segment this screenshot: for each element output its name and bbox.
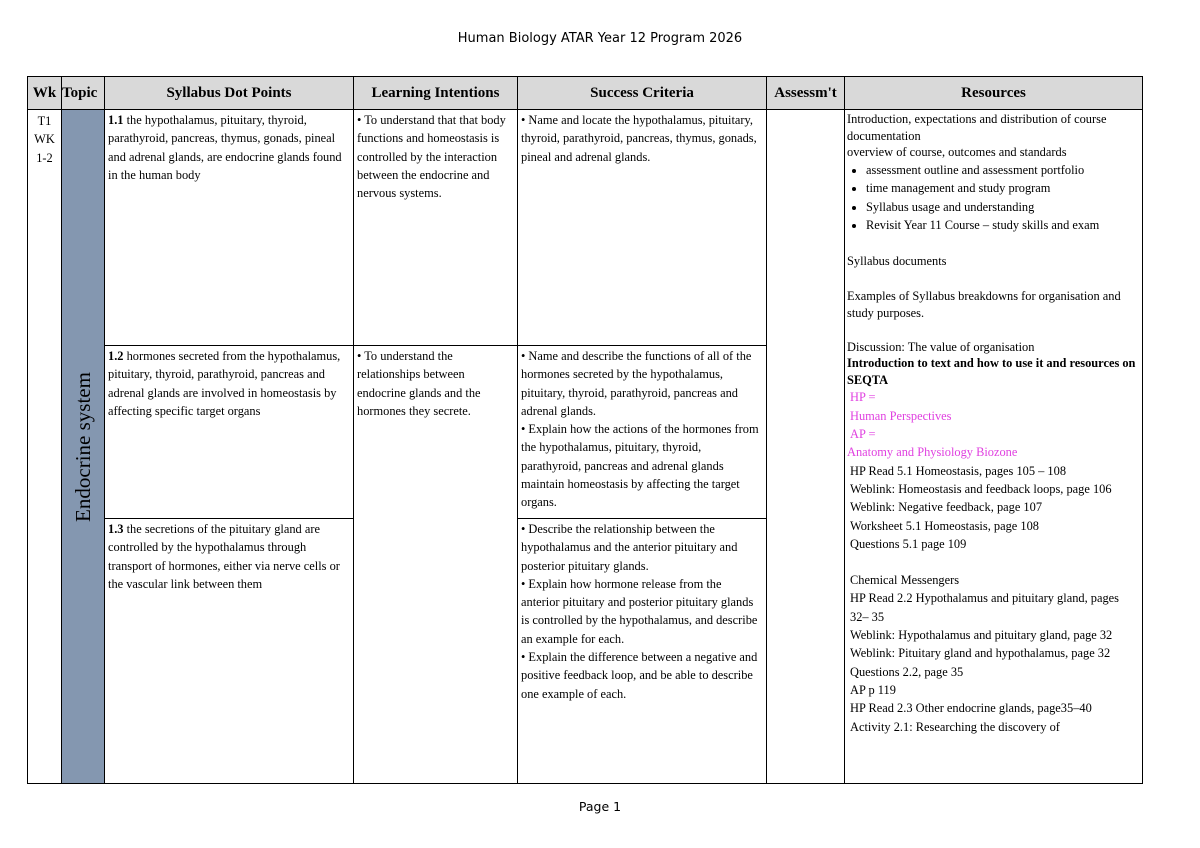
resource-text: Chemical Messengers xyxy=(850,573,960,588)
resource-text: Weblink: Negative feedback, page 107 xyxy=(850,500,1043,515)
resources-cell xyxy=(845,110,1143,784)
criteria-item: • Explain how the actions of the hormones from the hypothalamus, pituitary, thyroid, parathyroid, pancreas and adrenal glands maintain homeostasis by affecting the target organs. xyxy=(521,422,759,510)
resource-text: Questions 5.1 page 109 xyxy=(850,536,967,551)
col-header-resources: Resources xyxy=(845,77,1143,110)
intention-cell xyxy=(354,346,518,784)
header-row xyxy=(28,77,1143,110)
page-header: Human Biology ATAR Year 12 Program 2026 xyxy=(457,31,743,46)
criteria-item: • Explain the difference between a negative and positive feedback loop, and be able to describe one example of each. xyxy=(521,650,758,701)
resource-text: AP = xyxy=(850,427,876,442)
col-header-wk: Wk xyxy=(28,77,62,110)
intention-cell xyxy=(354,110,518,346)
resource-text: Questions 2.2, page 35 xyxy=(850,664,964,679)
resource-bullet-list xyxy=(847,161,1139,234)
resource-text: overview of course, outcomes and standards xyxy=(847,145,1067,159)
resource-text: Introduction, expectations and distribution of course documentation xyxy=(847,112,1107,143)
syllabus-cell xyxy=(105,346,354,519)
dot-point-text: the secretions of the pituitary gland are controlled by the hypothalamus through transport of hormones, either via nerve cells or the vascular link between them xyxy=(108,522,340,591)
dot-point-number: 1.1 xyxy=(108,113,124,127)
col-header-intentions: Learning Intentions xyxy=(354,77,518,110)
intention-text: • To understand that that body functions and homeostasis is controlled by the interaction between the endocrine and nervous systems. xyxy=(357,113,506,201)
dot-point-text: the hypothalamus, pituitary, thyroid, parathyroid, pancreas, thymus, gonads, pineal and adrenal glands, are endocrine glands found in the human body xyxy=(108,113,342,182)
col-header-criteria: Success Criteria xyxy=(518,77,767,110)
resource-text: Introduction to text and how to use it and resources on SEQTA xyxy=(847,356,1136,387)
resource-text: Syllabus documents xyxy=(847,254,947,269)
col-header-topic: Topic xyxy=(62,77,105,110)
resource-text: HP Read 5.1 Homeostasis, pages 105 – 108 xyxy=(850,463,1067,478)
criteria-cell xyxy=(518,519,767,784)
resource-text: Weblink: Hypothalamus and pituitary gland, page 32 xyxy=(850,628,1113,643)
week-cell xyxy=(28,110,62,784)
resource-text: Activity 2.1: Researching the discovery of xyxy=(850,719,1060,734)
resource-text: HP = xyxy=(850,390,876,405)
week-line: WK xyxy=(34,132,55,147)
syllabus-cell xyxy=(105,110,354,346)
list-item: • Revisit Year 11 Course – study skills and exam xyxy=(866,216,1139,234)
resource-text: Weblink: Pituitary gland and hypothalamus, page 32 xyxy=(850,646,1111,661)
assessment-cell xyxy=(767,110,845,784)
table-row xyxy=(28,110,1143,346)
criteria-item: • Name and locate the hypothalamus, pituitary, thyroid, parathyroid, pancreas, thymus, gonads, pineal and adrenal glands. xyxy=(521,113,757,164)
week-line: T1 xyxy=(37,114,52,128)
topic-label: Endocrine system xyxy=(70,371,95,522)
list-item: • assessment outline and assessment portfolio xyxy=(866,161,1139,179)
resource-text: Examples of Syllabus breakdowns for organisation and study purposes. xyxy=(847,289,1121,320)
page-footer: Page 1 xyxy=(578,799,622,814)
list-item: • time management and study program xyxy=(866,179,1139,197)
intention-text: • To understand the relationships between endocrine glands and the hormones they secrete. xyxy=(357,349,481,418)
resource-text: HP Read 2.3 Other endocrine glands, page35–40 xyxy=(850,701,1092,716)
topic-cell xyxy=(62,110,105,784)
col-header-assessment: Assessm't xyxy=(767,77,845,110)
resource-text: Anatomy and Physiology Biozone xyxy=(847,445,1018,460)
list-item: • Syllabus usage and understanding xyxy=(866,198,1139,216)
syllabus-cell xyxy=(105,519,354,784)
criteria-item: • Explain how hormone release from the anterior pituitary and posterior pituitary glands is controlled by the hypothalamus, and describe an example for each. xyxy=(521,576,758,646)
week-line: 1-2 xyxy=(36,150,53,165)
resource-text: AP p 119 xyxy=(850,682,896,697)
program-table xyxy=(27,76,1143,784)
criteria-item: • Name and describe the functions of all of the hormones secreted by the hypothalamus, pituitary, thyroid, parathyroid, pancreas and adrenal glands. xyxy=(521,349,752,418)
resource-text: Worksheet 5.1 Homeostasis, page 108 xyxy=(850,518,1039,533)
dot-point-text: hormones secreted from the hypothalamus, pituitary, thyroid, parathyroid, pancreas and adrenal glands are involved in homeostasis by affecting specific target organs xyxy=(108,349,341,418)
resource-text: Weblink: Homeostasis and feedback loops, page 106 xyxy=(850,481,1112,496)
dot-point-number: 1.3 xyxy=(108,522,124,536)
resource-text: HP Read 2.2 Hypothalamus and pituitary gland, pages 32– 35 xyxy=(850,591,1119,624)
criteria-cell xyxy=(518,346,767,519)
criteria-item: • Describe the relationship between the hypothalamus and the anterior pituitary and posterior pituitary glands. xyxy=(521,522,738,573)
resource-text: Discussion: The value of organisation xyxy=(847,340,1035,355)
criteria-cell xyxy=(518,110,767,346)
resource-text: Human Perspectives xyxy=(850,408,952,423)
dot-point-number: 1.2 xyxy=(108,349,124,363)
col-header-syllabus: Syllabus Dot Points xyxy=(105,77,354,110)
